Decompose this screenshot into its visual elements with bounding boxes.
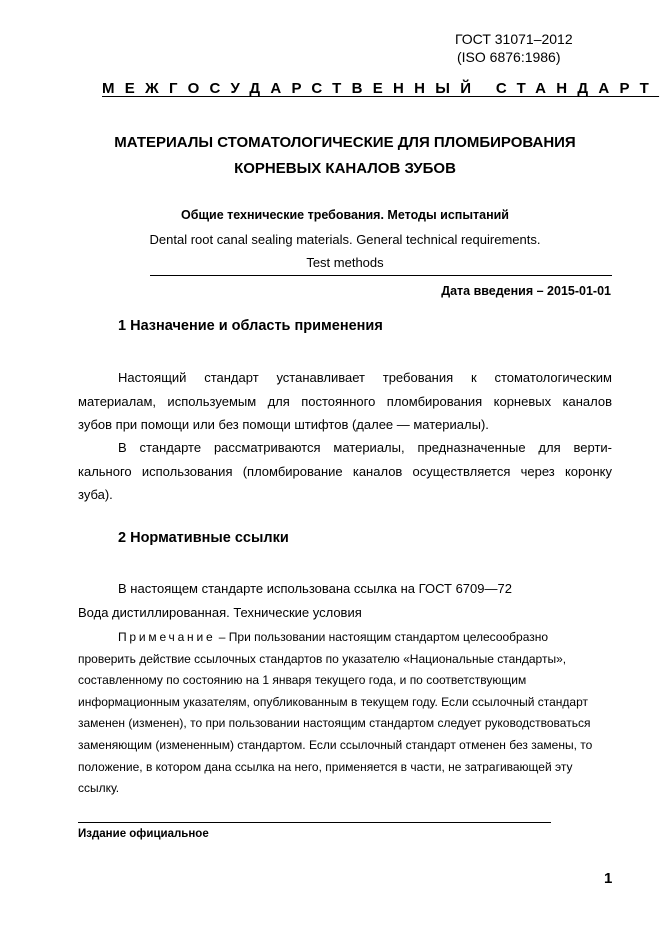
- note-line-7: положение, в котором дана ссылка на него, применяется в части, не затрагивающей эту: [78, 759, 573, 774]
- standard-designation: [455, 30, 573, 66]
- subtitle-english-line-1: Dental root canal sealing materials. General technical requirements.: [149, 232, 541, 247]
- section-1-p2-line-2: кального использования (пломбирование каналов осуществляется через коронку: [78, 463, 612, 479]
- note-label: Примечание: [118, 630, 216, 644]
- document-title: [60, 130, 630, 182]
- title-divider: [150, 275, 612, 276]
- note-line-4: информационным указателям, опубликованным в текущем году. Если ссылочный стандарт: [78, 694, 588, 709]
- page-number: 1: [604, 870, 613, 887]
- subtitle-russian: Общие технические требования. Методы испытаний: [181, 208, 509, 222]
- note-line-2: проверить действие ссылочных стандартов по указателю «Национальные стандарты»,: [78, 651, 567, 666]
- footer-divider: [78, 822, 551, 823]
- title-line-2: КОРНЕВЫХ КАНАЛОВ ЗУБОВ: [234, 160, 456, 177]
- interstate-standard-label: МЕЖГОСУДАРСТВЕННЫЙ СТАНДАРТ: [102, 80, 660, 97]
- section-2-heading: 2 Нормативные ссылки: [118, 530, 289, 546]
- standard-number: ГОСТ 31071–2012: [455, 31, 573, 47]
- section-2-reference: [78, 577, 612, 624]
- note-line-5: заменен (изменен), то при пользовании настоящим стандартом следует руководствоваться: [78, 716, 591, 731]
- note-line-3: составленному по состоянию на 1 января текущего года, и по соответствующим: [78, 673, 527, 688]
- section-1-paragraph-2: [78, 436, 612, 507]
- section-1-p2-line-3: зуба).: [78, 487, 113, 502]
- subtitle-english: [60, 228, 630, 274]
- reference-line-1: В настоящем стандарте использована ссылка на ГОСТ 6709—72: [118, 581, 512, 596]
- section-1-p1-line-2: материалам, используемым для постоянного пломбирования корневых каналов: [78, 393, 612, 409]
- section-2-note: [78, 627, 612, 800]
- section-1-p1-line-3: зубов при помощи или без помощи штифтов (далее — материалы).: [78, 417, 489, 432]
- section-1-paragraph-1: [78, 366, 612, 437]
- section-1-heading: 1 Назначение и область применения: [118, 318, 383, 334]
- iso-number: (ISO 6876:1986): [457, 49, 561, 65]
- title-line-1: МАТЕРИАЛЫ СТОМАТОЛОГИЧЕСКИЕ ДЛЯ ПЛОМБИРОВАНИЯ: [114, 134, 576, 151]
- note-line-6: заменяющим (измененным) стандартом. Если ссылочный стандарт отменен без замены, то: [78, 737, 593, 752]
- reference-line-2: Вода дистиллированная. Технические условия: [78, 604, 362, 620]
- subtitle-english-line-2: Test methods: [306, 255, 384, 270]
- introduction-date: Дата введения – 2015-01-01: [441, 284, 611, 298]
- note-line-1: – При пользовании настоящим стандартом целесообразно: [215, 630, 549, 644]
- section-1-p1-line-1: Настоящий стандарт устанавливает требования к стоматологическим: [118, 370, 612, 385]
- official-edition-label: Издание официальное: [78, 828, 209, 840]
- section-1-p2-line-1: В стандарте рассматриваются материалы, предназначенные для верти-: [118, 440, 612, 455]
- note-line-8: ссылку.: [78, 781, 120, 796]
